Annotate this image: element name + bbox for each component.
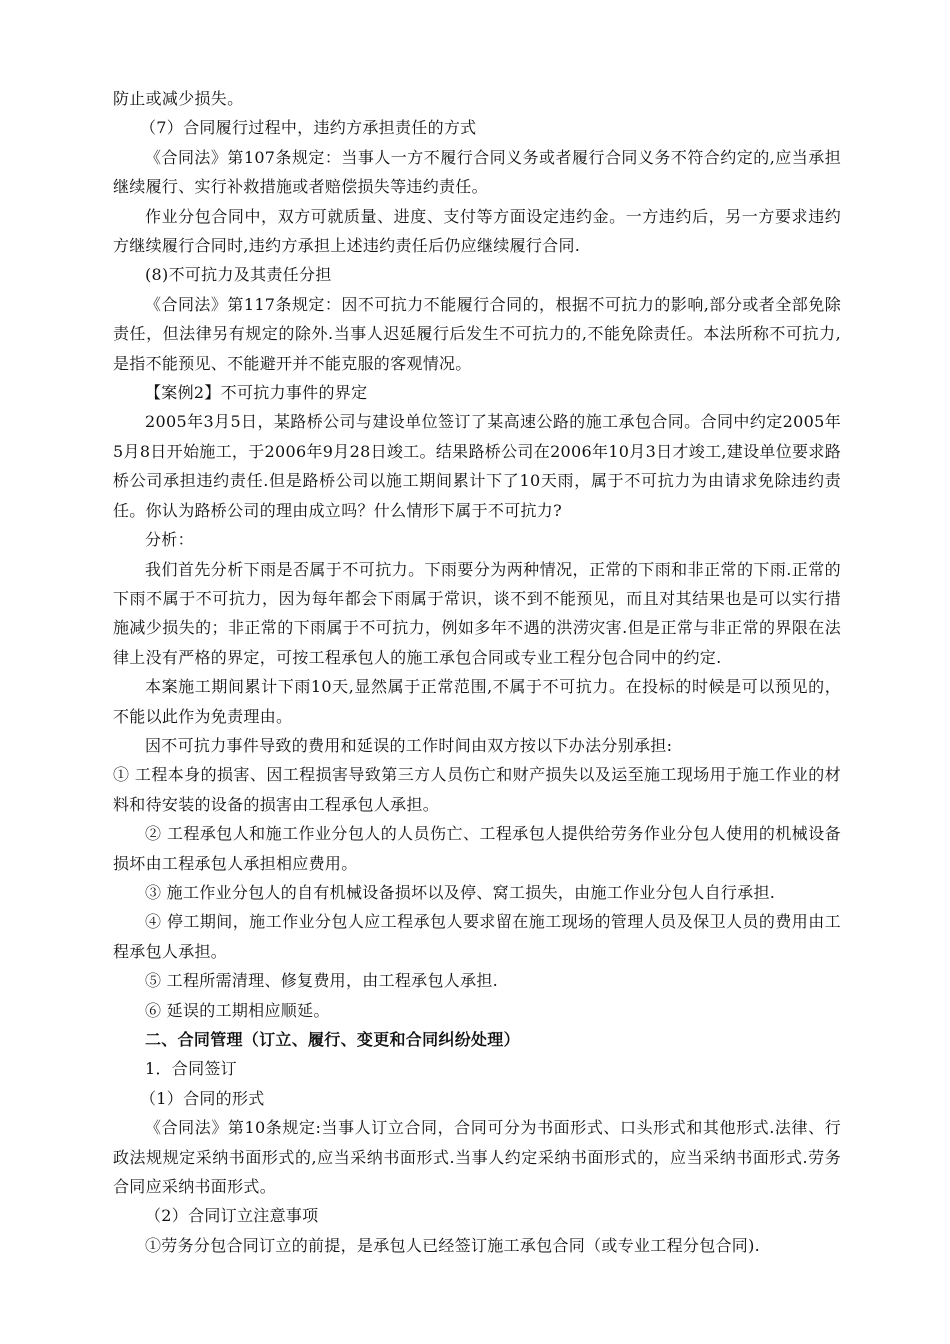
subheading-force-majeure: (8)不可抗力及其责任分担 [145,265,332,285]
paragraph-cost-sharing-intro: 因不可抗力事件导致的费用和延误的工作时间由双方按以下办法分别承担: [145,735,673,755]
case-2-title: 【案例2】不可抗力事件的界定 [145,383,368,403]
paragraph-article-10: 《合同法》第10条规定:当事人订立合同，合同可分为书面形式、口头形式和其他形式.法律、行政法规规定采纳书面形式的,应当采纳书面形式.当事人约定采纳书面形式的，应当采纳书面形式.劳务合同应采纳书面形式。 [113,1118,841,1197]
subheading-breach-liability: （7）合同履行过程中，违约方承担责任的方式 [140,118,477,138]
paragraph-case-conclusion: 本案施工期间累计下雨10天,显然属于正常范围,不属于不可抗力。在投标的时候是可以预见的，不能以此作为免责理由。 [113,677,841,726]
paragraph-case-2-facts: 2005年3月5日，某路桥公司与建设单位签订了某高速公路的施工承包合同。合同中约定2005年5月8日开始施工，于2006年9月28日竣工。结果路桥公司在2006年10月3日才竣工,建设单位要求路桥公司承担违约责任.但是路桥公司以施工期间累计下了10天雨，属于不可抗力为由请求免除违约责任。你认为路桥公司的理由成立吗？什么情形下属于不可抗力? [113,412,841,520]
list-item-1: ① 工程本身的损害、因工程损害导致第三方人员伤亡和财产损失以及运至施工现场用于施工作业的材料和待安装的设备的损害由工程承包人承担。 [113,765,841,814]
paragraph-article-107: 《合同法》第107条规定：当事人一方不履行合同义务或者履行合同义务不符合约定的,应当承担继续履行、实行补救措施或者赔偿损失等违约责任。 [113,147,841,197]
paragraph-article-117: 《合同法》第117条规定：因不可抗力不能履行合同的，根据不可抗力的影响,部分或者全部免除责任，但法律另有规定的除外.当事人迟延履行后发生不可抗力的,不能免除责任。本法所称不可抗力,是指不能预见、不能避开并不能克服的客观情况。 [113,294,841,373]
paragraph-rain-analysis: 我们首先分析下雨是否属于不可抗力。下雨要分为两种情况，正常的下雨和非正常的下雨.正常的下雨不属于不可抗力，因为每年都会下雨属于常识，谈不到不能预见，而且对其结果也是可以实行措施减少损失的；非正常的下雨属于不可抗力，例如多年不遇的洪涝灾害.但是正常与非正常的界限在法律上没有严格的界定，可按工程承包人的施工承包合同或专业工程分包合同中的约定. [113,559,841,667]
list-item-6: ⑥ 延误的工期相应顺延。 [145,1000,330,1020]
list-item-5: ⑤ 工程所需清理、修复费用，由工程承包人承担. [145,971,499,991]
paragraph-liquidated-damages: 作业分包合同中，双方可就质量、进度、支付等方面设定违约金。一方违约后，另一方要求违约方继续履行合同时,违约方承担上述违约责任后仍应继续履行合同. [113,206,841,256]
list-item-4: ④ 停工期间，施工作业分包人应工程承包人要求留在施工现场的管理人员及保卫人员的费用由工程承包人承担。 [113,912,841,961]
list-item-3: ③ 施工作业分包人的自有机械设备损坏以及停、窝工损失，由施工作业分包人自行承担. [145,882,776,902]
paragraph-signing-premise: ①劳务分包合同订立的前提，是承包人已经签订施工承包合同（或专业工程分包合同). [145,1235,761,1255]
list-item-2: ② 工程承包人和施工作业分包人的人员伤亡、工程承包人提供给劳务作业分包人使用的机械设备损坏由工程承包人承担相应费用。 [113,824,841,873]
document-body [113,84,841,1260]
subheading-signing-notes: （2）合同订立注意事项 [145,1206,319,1226]
analysis-label: 分析： [145,530,194,550]
paragraph-loss-prevention: 防止或减少损失。 [113,89,244,108]
section-heading-contract-management: 二、合同管理（订立、履行、变更和合同纠纷处理） [145,1030,520,1049]
subheading-contract-form: （1）合同的形式 [140,1088,265,1108]
subheading-contract-signing: 1．合同签订 [145,1059,237,1079]
